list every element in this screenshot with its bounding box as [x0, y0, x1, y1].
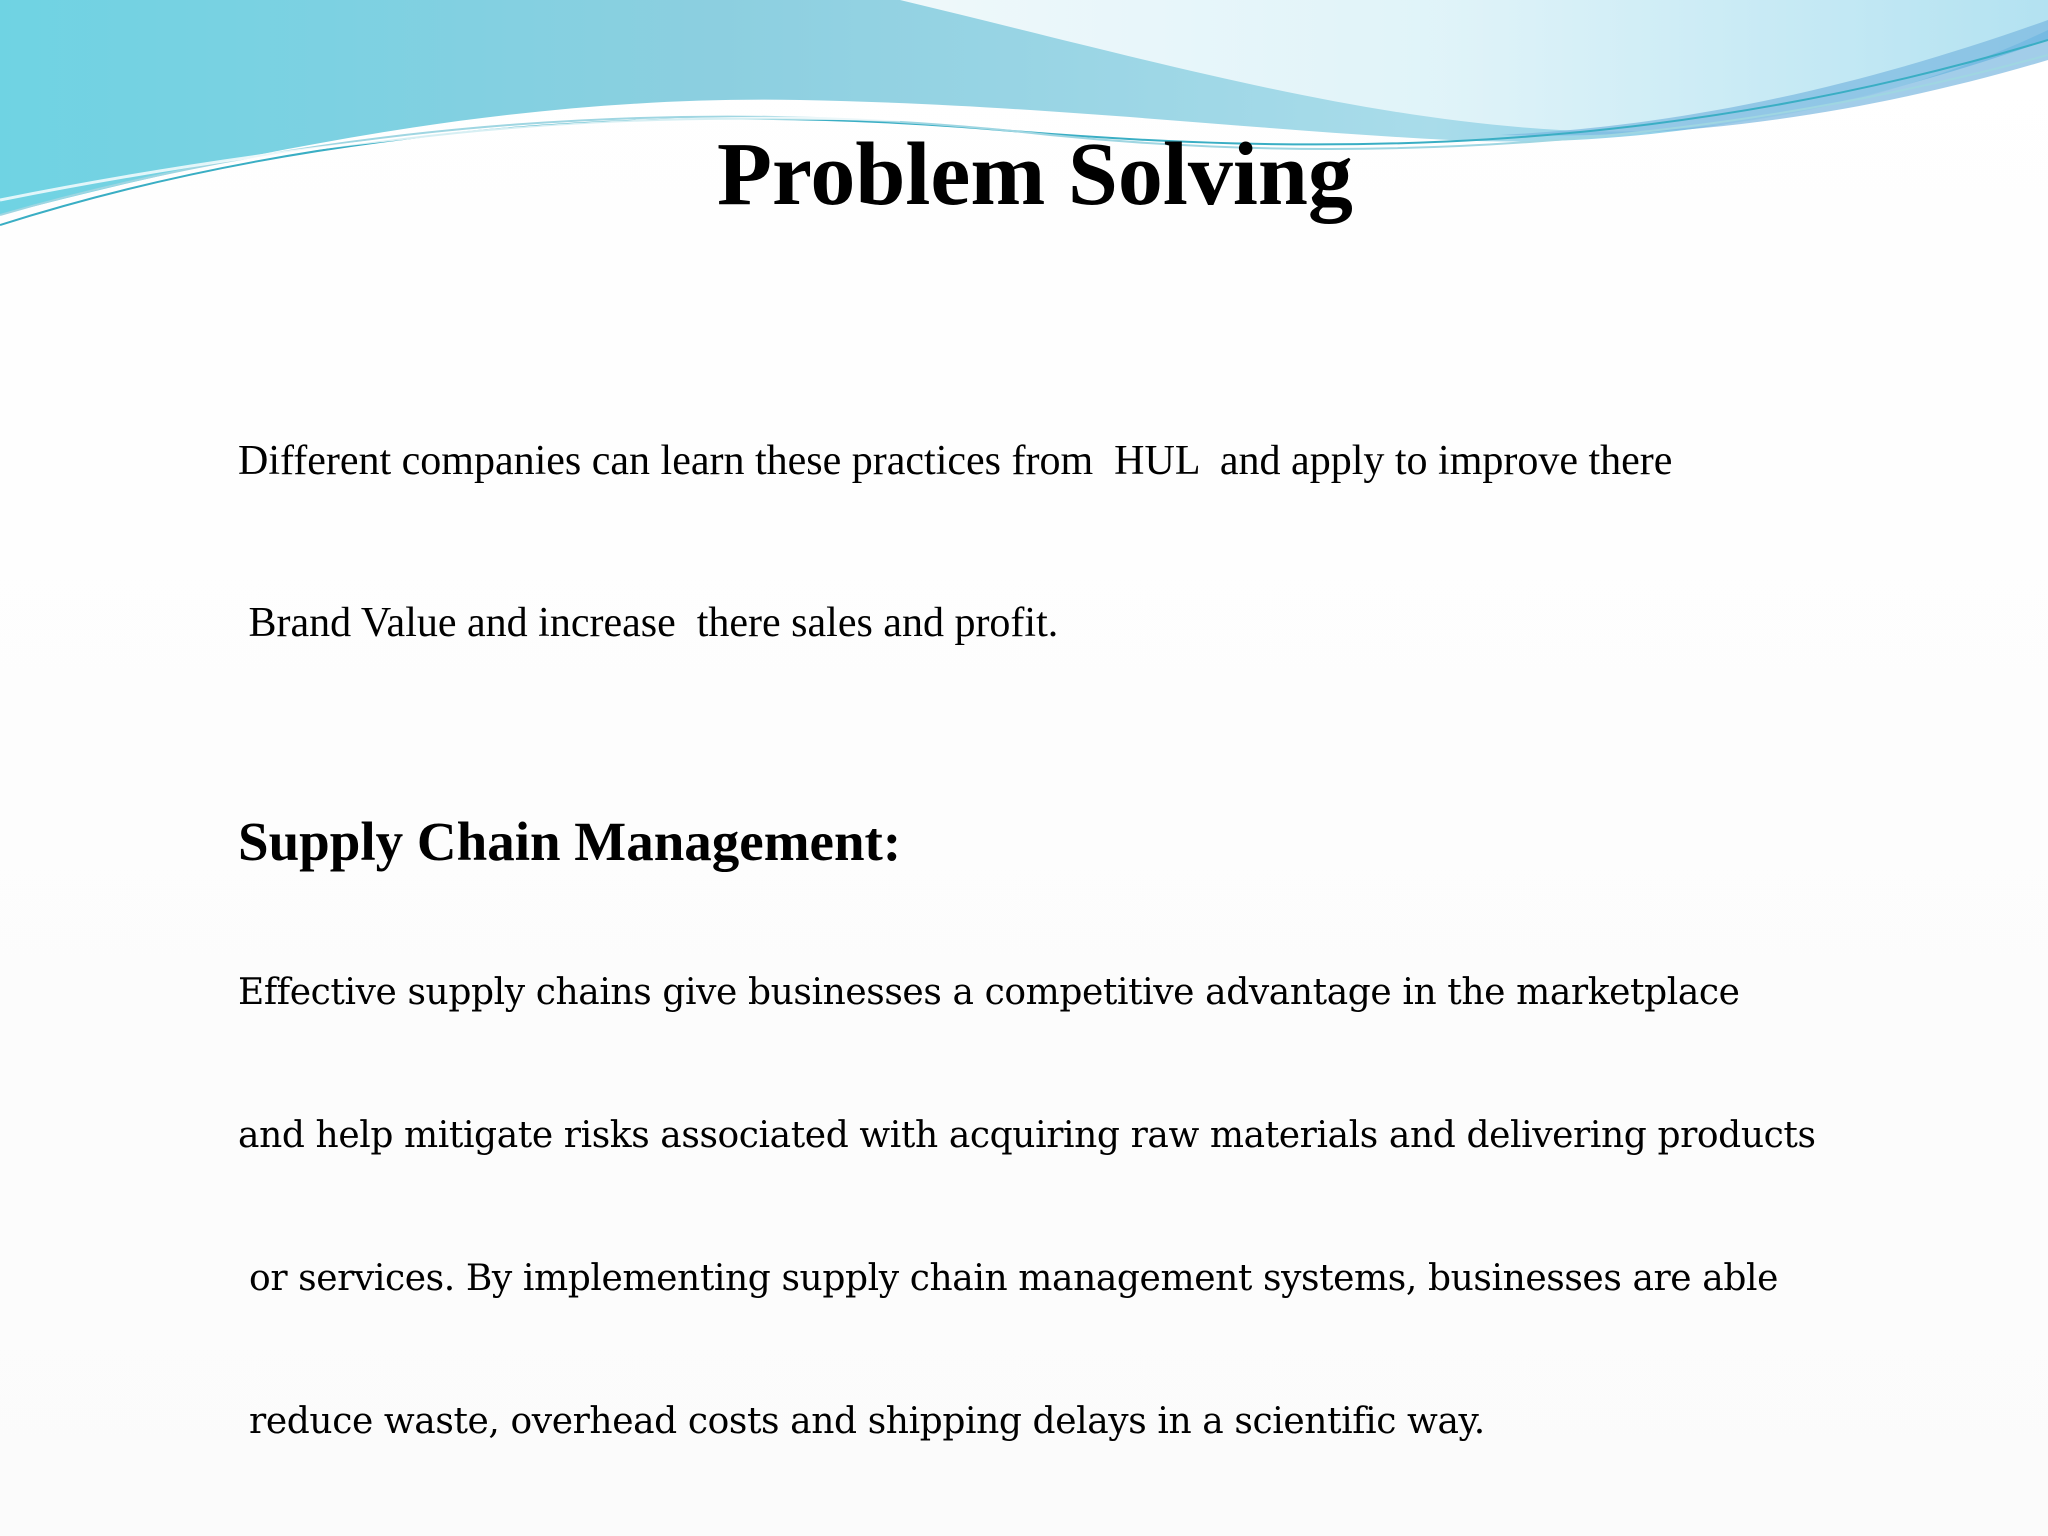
paragraph-line: and help mitigate risks associated with acquiring raw materials and delivering products: [238, 1114, 1816, 1156]
slide-content: [238, 326, 1958, 1536]
paragraph-line: reduce waste, overhead costs and shipping delays in a scientific way.: [238, 1400, 1485, 1442]
supply-chain-heading: Supply Chain Management:: [238, 811, 902, 872]
intro-line: Brand Value and increase there sales and profit.: [238, 600, 1059, 646]
slide-title: Problem Solving: [717, 125, 1353, 224]
paragraph-line: or services. By implementing supply chain management systems, businesses are able: [238, 1257, 1778, 1299]
supply-chain-paragraph: [238, 874, 1958, 1536]
paragraph-line: Effective supply chains give businesses a competitive advantage in the marketplace: [238, 972, 1740, 1014]
intro-line: Different companies can learn these practices from HUL and apply to improve there: [238, 438, 1673, 484]
intro-paragraph: [238, 326, 1958, 758]
